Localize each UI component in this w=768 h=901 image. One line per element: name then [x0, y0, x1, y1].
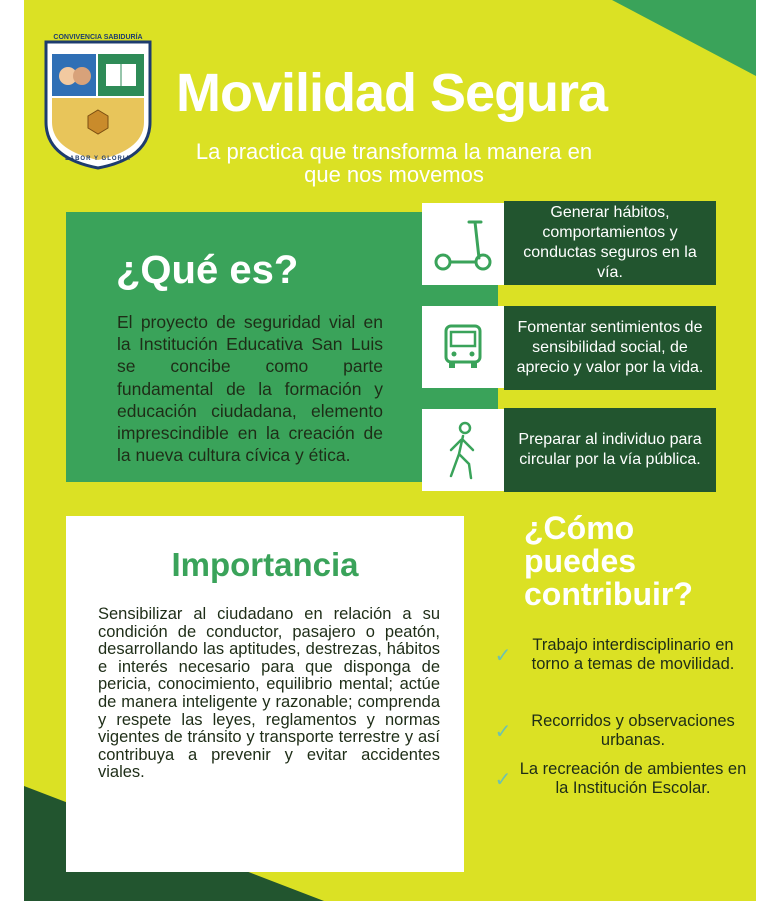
poster	[24, 0, 756, 901]
que-es-title: ¿Qué es?	[116, 248, 299, 292]
page-title: Movilidad Segura	[176, 63, 608, 123]
check-icon: ✓	[494, 720, 512, 743]
pedestrian-icon-box	[422, 409, 504, 491]
scooter-icon-box	[422, 203, 504, 285]
logo-top-text: CONVIVENCIA SABIDURÍA	[53, 34, 143, 41]
logo-bottom-text: LABOR Y GLORIA	[65, 156, 131, 162]
check-icon: ✓	[494, 768, 512, 791]
contribuir-item-text: Recorridos y observaciones urbanas.	[531, 712, 735, 749]
importancia-card	[66, 516, 464, 872]
contribuir-item-2	[490, 712, 750, 750]
importancia-text: Sensibilizar al ciudadano en relación a su condición de conductor, pasajero o peatón, desarrollando las aptitudes, destrezas, hábitos e interés necesario para que disponga de pericia, conocimiento, equilibrio mental; actúe de manera inteligente y razonable; comprenda y respete las leyes, reglamentos y normas vigentes de tránsito y transporte terrestre y así contribuya a prevenir y evitar accidentes viales.	[98, 605, 440, 782]
importancia-title: Importancia	[171, 546, 359, 583]
contribuir-title: ¿Cómo puedes contribuir?	[524, 510, 693, 612]
que-es-text: El proyecto de seguridad vial en la Institución Educativa San Luis se concibe como parte fundamental de la formación y educación ciudadana, elemento imprescindible en la creación de la nueva cultura cívica y ética.	[117, 312, 383, 466]
school-crest-icon	[42, 36, 154, 172]
page-subtitle: La practica que transforma la manera en que nos movemos	[195, 139, 593, 187]
contribuir-item-text: Trabajo interdisciplinario en torno a temas de movilidad.	[531, 636, 735, 673]
contribuir-item-text: La recreación de ambientes en la Institución Escolar.	[519, 760, 747, 797]
check-icon: ✓	[494, 644, 512, 667]
pedestrian-icon	[441, 420, 485, 480]
bus-icon	[438, 322, 488, 372]
scooter-icon	[431, 214, 495, 274]
bus-icon-box	[422, 306, 504, 388]
objective-2-box: Fomentar sentimientos de sensibilidad social, de aprecio y valor por la vida.	[504, 306, 716, 390]
objective-3-box: Preparar al individuo para circular por la vía pública.	[504, 408, 716, 492]
contribuir-item-3	[490, 760, 750, 798]
contribuir-item-1	[490, 636, 750, 674]
objective-1-box: Generar hábitos, comportamientos y conductas seguros en la vía.	[504, 201, 716, 285]
